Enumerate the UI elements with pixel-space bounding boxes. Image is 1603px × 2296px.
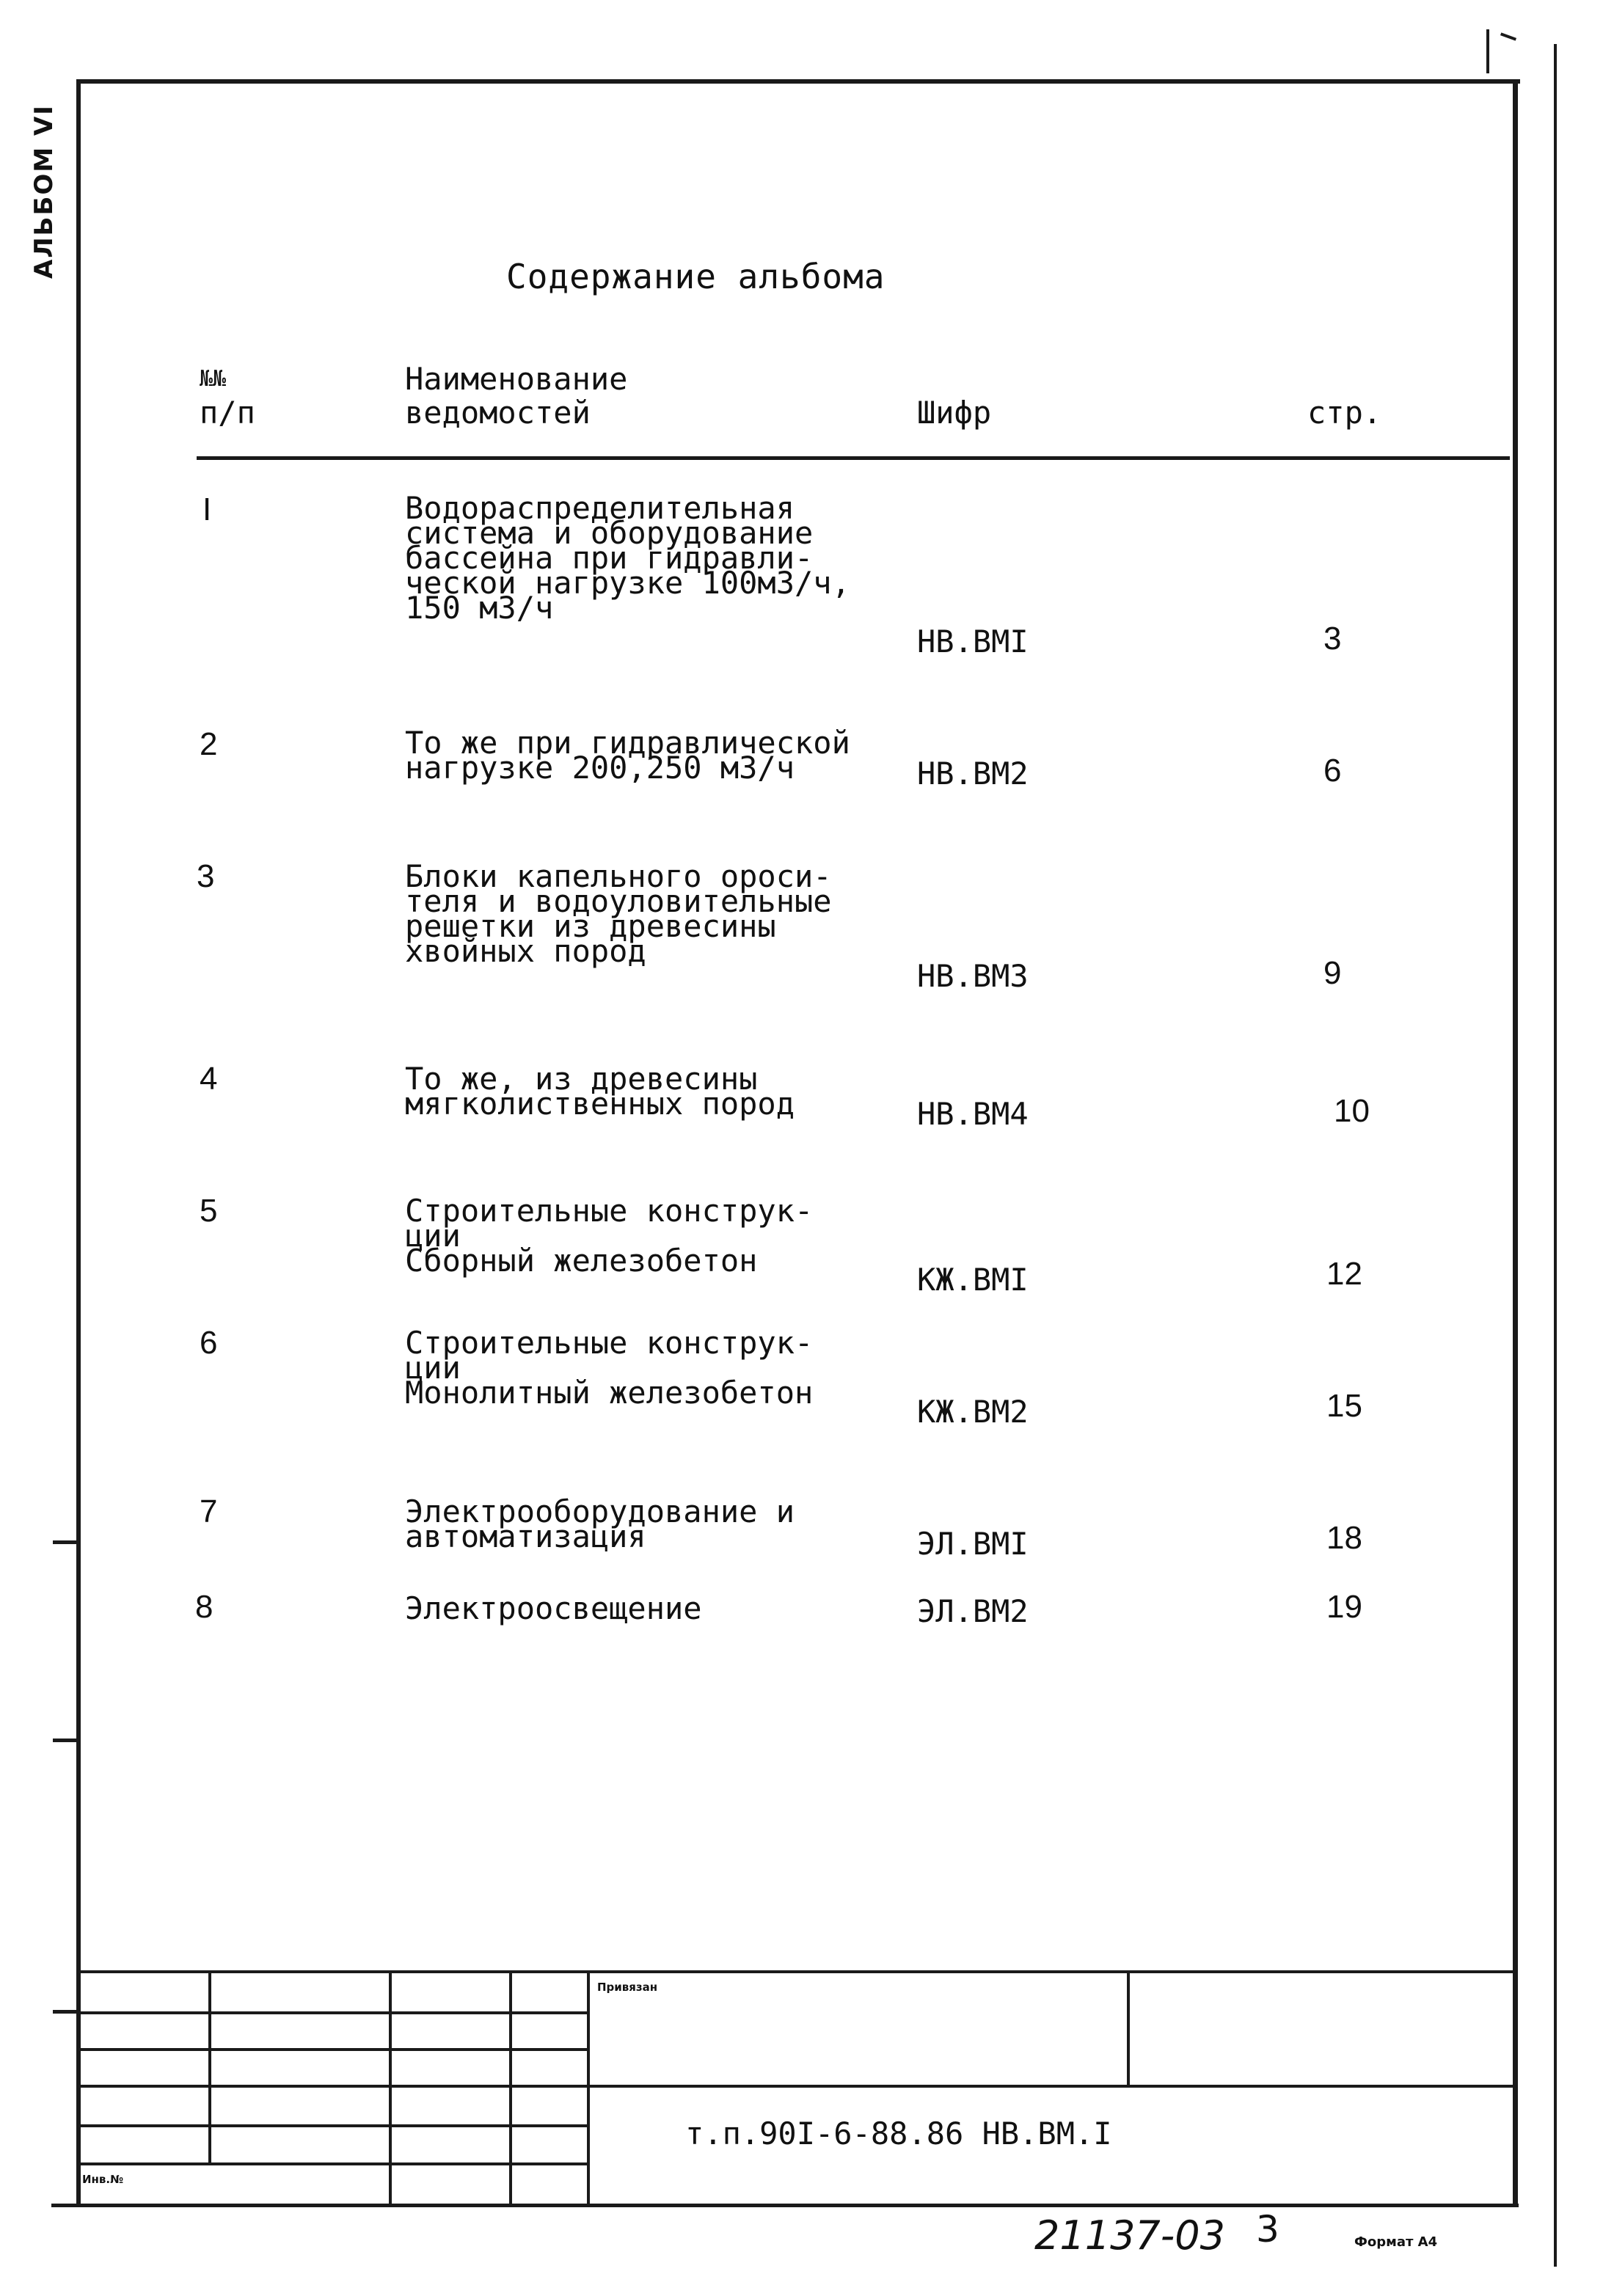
row-num: 2 (200, 726, 218, 762)
row-page: 6 (1323, 753, 1342, 789)
frame-right-border (1513, 79, 1518, 2207)
stamp-vline (1127, 1970, 1130, 2086)
row-name: То же, из древесины мягколиственных пород (405, 1061, 795, 1122)
row-code: НВ.ВМ2 (917, 756, 1029, 791)
row-name: Строительные конструк- ции Сборный железобетон (405, 1193, 814, 1279)
header-rule (197, 456, 1510, 460)
row-num: 5 (200, 1193, 218, 1229)
stamp-mid-line (76, 2085, 1516, 2088)
row-name: То же при гидравлической нагрузке 200,250 м3/ч (405, 725, 850, 786)
row-name: Водораспределительная система и оборудование бассейна при гидравли- ческой нагрузке 100м3/ч, 150 м3/ч (405, 490, 850, 626)
row-code: ЭЛ.ВМI (917, 1526, 1029, 1562)
row-name: Электрооборудование и автоматизация (405, 1494, 795, 1554)
header-name-line2: ведомостей (405, 395, 591, 431)
stamp-vline (389, 1970, 392, 2207)
stamp-line (76, 2011, 590, 2014)
row-code: КЖ.ВМI (917, 1262, 1029, 1298)
row-code: НВ.ВМ4 (917, 1096, 1029, 1132)
margin-tick (53, 2010, 78, 2014)
row-num: I (202, 491, 212, 527)
frame-bottom-border (51, 2204, 1519, 2207)
header-num-line1: №№ (200, 366, 227, 392)
row-num: 7 (200, 1494, 218, 1529)
frame-top-border (76, 79, 1520, 84)
header-name-line1: Наименование (405, 361, 628, 397)
row-page: 18 (1326, 1520, 1362, 1556)
stamp-line (76, 2124, 590, 2127)
stamp-privyazan-label: Привязан (597, 1981, 658, 1994)
row-code: ЭЛ.ВМ2 (917, 1593, 1029, 1629)
margin-tick (53, 1739, 78, 1742)
frame-outer-right-line (1554, 44, 1557, 2267)
stamp-doc-code: т.п.90I-6-88.86 НВ.ВМ.I (685, 2116, 1112, 2151)
row-page: 19 (1326, 1589, 1362, 1625)
stamp-vline (509, 1970, 512, 2207)
row-code: НВ.ВМ3 (917, 958, 1029, 994)
row-page: 10 (1334, 1093, 1370, 1129)
stamp-top-line (76, 1970, 1516, 1973)
header-code: Шифр (917, 395, 992, 431)
page-title: Содержание альбома (506, 257, 886, 296)
row-page: 3 (1323, 621, 1342, 657)
corner-mark (1486, 29, 1489, 73)
margin-tick (53, 1540, 78, 1544)
row-num: 3 (197, 858, 215, 894)
row-name: Строительные конструк- ции Монолитный железобетон (405, 1325, 814, 1411)
corner-mark-tick (1500, 32, 1516, 40)
row-page: 15 (1326, 1388, 1362, 1424)
stamp-vline (587, 1970, 590, 2207)
row-code: НВ.ВМI (917, 624, 1029, 659)
frame-left-border (76, 79, 81, 2207)
row-code: КЖ.ВМ2 (917, 1394, 1029, 1430)
header-num-line2: п/п (200, 395, 255, 431)
album-side-label: АЛЬБОМ VI (29, 104, 59, 279)
row-num: 4 (200, 1061, 218, 1097)
row-num: 8 (195, 1589, 213, 1625)
row-name: Блоки капельного ороси- теля и водоуловительные решетки из древесины хвойных пород (405, 858, 832, 969)
row-name: Электроосвещение (405, 1590, 702, 1626)
row-num: 6 (200, 1325, 218, 1361)
stamp-line (76, 2048, 590, 2051)
row-page: 9 (1323, 955, 1342, 991)
header-page: стр. (1307, 395, 1382, 431)
format-label: Формат А4 (1354, 2234, 1438, 2250)
sheet-number: 3 (1256, 2208, 1279, 2251)
stamp-line (76, 2162, 590, 2165)
stamp-inv-no-label: Инв.№ (82, 2173, 124, 2186)
stamp-vline (208, 1970, 211, 2164)
archive-number: 21137-03 (1034, 2212, 1225, 2259)
row-page: 12 (1326, 1256, 1362, 1292)
